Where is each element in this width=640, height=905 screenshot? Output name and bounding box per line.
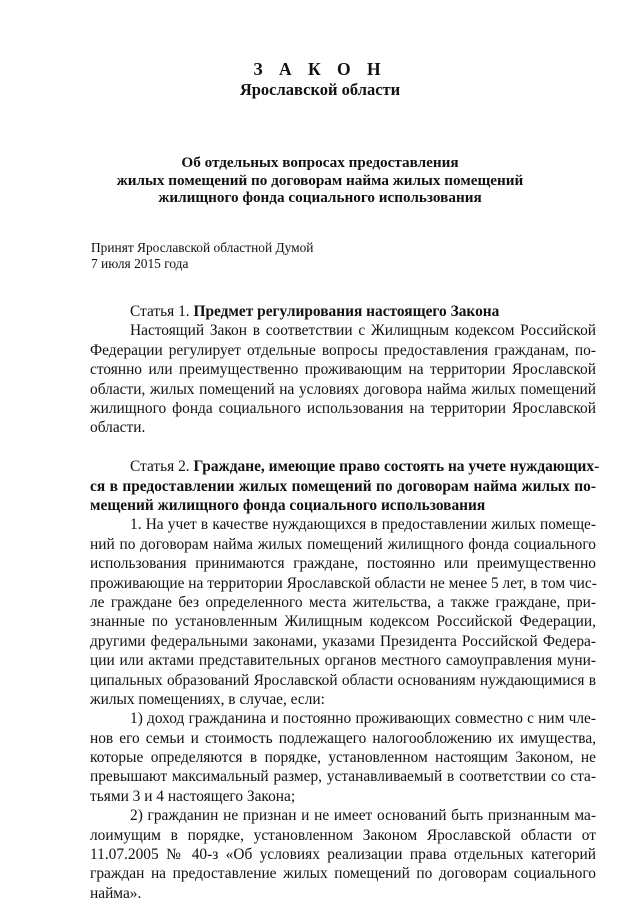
article-2-title-line: ся в предоставлении жилых помещений по договорам найма жилых по-	[90, 477, 596, 495]
article-2-s1-line: 1) доход гражданина и постоянно проживающих совместно с ним чле-	[130, 710, 596, 728]
article-2-s2-line: 2) гражданин не признан и не имеет оснований быть признанным ма-	[130, 807, 596, 825]
adoption-note	[91, 240, 313, 271]
article-2-p1-line: ции или актами представительных органов местного самоуправления муни-	[90, 652, 596, 670]
article-2-s2-line: 11.07.2005 № 40-з «Об условиях реализации права отдельных категорий	[90, 846, 596, 864]
article-2-p1-line: использования принимаются граждане, постоянно или преимущественно	[90, 555, 596, 573]
article-2-s1-line: нов его семьи и стоимость подлежащего налогообложению их имущества,	[90, 729, 596, 747]
article-2-s1-line: превышают максимальный размер, устанавливаемый в соответствии со ста-	[90, 768, 596, 786]
article-1-line: области, жилых помещений на условиях договора найма жилых помещений	[90, 380, 596, 398]
law-title-line: жилищного фонда социального использования	[158, 189, 482, 206]
law-body	[90, 302, 600, 903]
article-1-line: стоянно или преимущественно проживающим на территории Ярославской	[90, 361, 596, 379]
article-1-line: жилищного фонда социального использования на территории Ярославской	[90, 399, 596, 417]
article-1-line: области.	[90, 419, 146, 437]
article-2-s1-line: тьями 3 и 4 настоящего Закона;	[90, 787, 296, 805]
article-2-s1-line: которые определяются в порядке, установленном настоящим Законом, не	[90, 749, 596, 767]
law-title	[0, 154, 640, 207]
adoption-line: Принят Ярославской областной Думой	[91, 240, 314, 255]
article-2-p1-line: другими федеральными законами, указами Президента Российской Федера-	[90, 632, 596, 650]
article-2-p1-line: ле граждане без определенного места жительства, а также граждане, при-	[90, 593, 596, 611]
article-2-title-line: Граждане, имеющие право состоять на учете нуждающих-	[193, 458, 600, 476]
article-2-label: Статья 2.	[130, 458, 190, 476]
article-1-label: Статья 1.	[130, 303, 190, 320]
article-2-p1-line: жилых помещениях, в случае, если:	[90, 690, 325, 708]
paragraph-gap	[90, 438, 596, 458]
article-2-heading	[90, 457, 600, 476]
article-2-s2-line: граждан на предоставление жилых помещений по договорам социального	[90, 865, 596, 883]
article-2-p1-line: 1. На учет в качестве нуждающихся в предоставлении жилых помеще-	[130, 516, 596, 534]
law-kind-heading: З А К О Н	[253, 59, 387, 79]
article-1-heading	[90, 302, 596, 321]
article-2-s2-line: найма».	[90, 884, 142, 902]
law-region-heading: Ярославской области	[239, 80, 401, 99]
article-1-line: Федерации регулирует отдельные вопросы предоставления гражданам, по-	[90, 341, 596, 359]
article-2-s2-line: лоимущим в порядке, установленном Законом Ярославской области от	[90, 826, 596, 844]
law-title-line: Об отдельных вопросах предоставления	[181, 154, 459, 171]
article-2-title-line: мещений жилищного фонда социального использования	[90, 497, 486, 515]
article-1-line: Настоящий Закон в соответствии с Жилищным кодексом Российской	[130, 322, 596, 340]
adoption-date: 7 июля 2015 года	[91, 255, 189, 271]
article-1-title: Предмет регулирования настоящего Закона	[193, 303, 500, 320]
article-2-p1-line: ний по договорам найма жилых помещений жилищного фонда социального	[90, 535, 596, 553]
article-2-p1-line: ципальных образований Ярославской области основаниям нуждающимися в	[90, 671, 596, 689]
article-2-p1-line: знанные по установленным Жилищным кодексом Российской Федерации,	[90, 613, 596, 631]
law-title-line: жилых помещений по договорам найма жилых помещений	[116, 171, 524, 189]
article-2-p1-line: проживающие на территории Ярославской области не менее 5 лет, в том чис-	[90, 574, 597, 592]
